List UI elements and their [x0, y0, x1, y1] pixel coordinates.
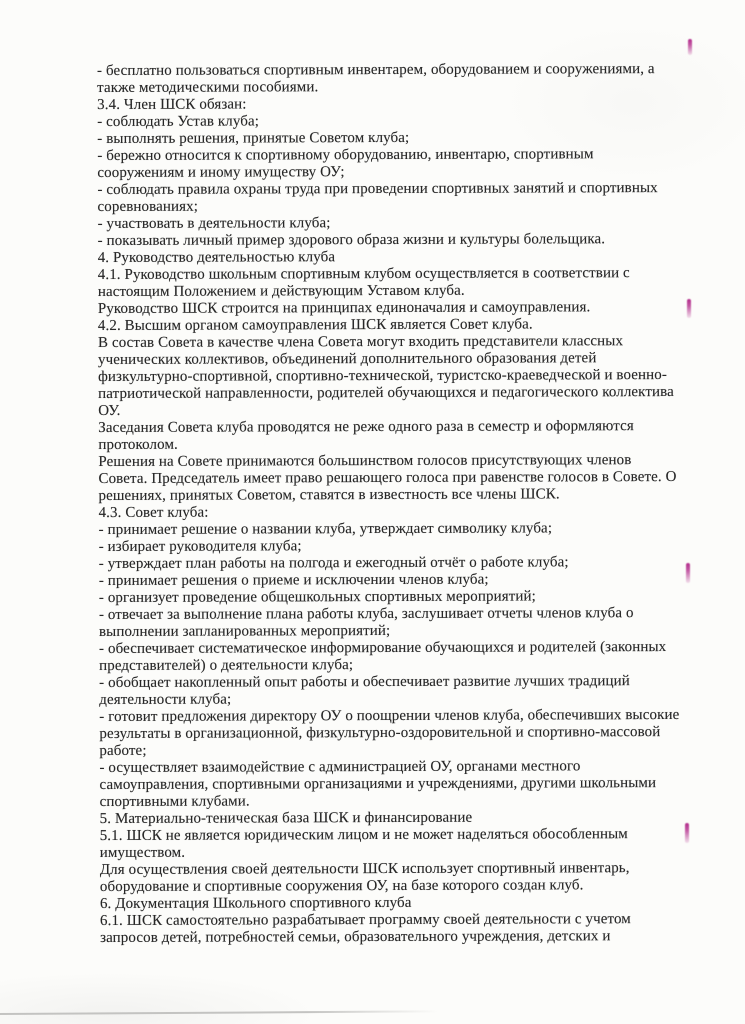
- text-line: - принимает решения о приеме и исключении членов клуба;: [98, 571, 489, 589]
- text-line: Заседания Совета клуба проводятся не реже одного раза в семестр и оформляются: [98, 418, 634, 436]
- text-line: ОУ.: [98, 402, 121, 419]
- scan-edge-line: [0, 1010, 438, 1015]
- text-line: - участвовать в деятельности клуба;: [97, 215, 331, 232]
- ink-bleed-mark: [688, 39, 692, 55]
- text-line: запросов детей, потребностей семьи, образовательного учреждения, детских и: [100, 928, 611, 946]
- text-line: - бережно относится к спортивному оборудованию, инвентарю, спортивным: [97, 146, 594, 164]
- text-line: 6.1. ШСК самостоятельно разрабатывает программу своей деятельности с учетом: [99, 911, 631, 929]
- ink-bleed-mark: [685, 823, 689, 843]
- text-line: Для осуществления своей деятельности ШСК использует спортивный инвентарь,: [99, 860, 630, 878]
- ink-bleed-mark: [687, 299, 691, 318]
- text-line: Решения на Совете принимаются большинством голосов присутствующих членов: [98, 452, 632, 470]
- text-line: - соблюдать правила охраны труда при проведении спортивных занятий и спортивных: [97, 180, 658, 198]
- text-line: протоколом.: [98, 436, 178, 453]
- text-line: настоящим Положением и действующим Уставом клуба.: [97, 282, 465, 300]
- text-line: патриотической направленности, родителей обучающихся и педагогического коллектива: [98, 383, 674, 402]
- text-line: имуществом.: [99, 844, 186, 861]
- text-line: - избирает руководителя клуба;: [98, 538, 302, 555]
- text-line: выполнении запланированных мероприятий;: [98, 622, 391, 640]
- text-line: - готовит предложения директору ОУ о поощрении членов клуба, обеспечивших высокие: [99, 706, 680, 725]
- text-line: спортивными клубами.: [99, 793, 250, 810]
- text-line: - обобщает накопленный опыт работы и обеспечивает развитие лучших традиций: [99, 673, 630, 691]
- text-line: - организует проведение общешкольных спортивных мероприятий;: [98, 588, 536, 606]
- text-line: - выполнять решения, принятые Советом клуба;: [97, 129, 410, 147]
- text-line: самоуправления, спортивными организациями и учреждениями, другими школьными: [99, 775, 657, 793]
- text-line: - соблюдать Устав клуба;: [97, 113, 260, 130]
- text-line: работе;: [99, 742, 147, 759]
- text-line: - бесплатно пользоваться спортивным инвентарем, оборудованием и сооружениями, а: [97, 61, 655, 79]
- text-line: - отвечает за выполнение плана работы клуба, заслушивает отчеты членов клуба о: [98, 605, 634, 623]
- text-line: - утверждает план работы на полгода и ежегодный отчёт о работе клуба;: [98, 554, 569, 572]
- text-line: 4.1. Руководство школьным спортивным клубом осуществляется в соответствии с: [97, 265, 630, 283]
- text-line: Руководство ШСК строится на принципах единоначалия и самоуправления.: [97, 299, 591, 317]
- text-line: - осуществляет взаимодействие с администрацией ОУ, органами местного: [99, 758, 581, 776]
- text-line: 5. Материально-теническая база ШСК и финансирование: [99, 809, 473, 827]
- text-line: соревнованиях;: [97, 198, 199, 215]
- text-line: результаты в организационной, физкультурно-оздоровительной и спортивно-массовой: [99, 724, 661, 742]
- text-line: решениях, принятых Советом, ставятся в известность все члены ШСК.: [98, 486, 560, 504]
- text-line: также методическими пособиями.: [97, 79, 319, 96]
- text-line: 4.3. Совет клуба:: [98, 504, 209, 521]
- ink-bleed-mark: [686, 563, 690, 583]
- text-line: физкультурно-спортивной, спортивно-технической, туристско-краеведческой и военно-: [98, 367, 668, 385]
- document-text-block: [97, 61, 700, 947]
- text-line: представителей) о деятельности клуба;: [99, 657, 354, 674]
- text-line: В состав Совета в качестве члена Совета могут входить представители классных: [97, 333, 624, 351]
- text-line: ученических коллективов, объединений дополнительного образования детей: [98, 350, 597, 368]
- text-line: 4. Руководство деятельностью клуба: [97, 249, 336, 266]
- text-line: оборудование и спортивные сооружения ОУ, на базе которого создан клуб.: [99, 877, 584, 895]
- text-line: 5.1. ШСК не является юридическим лицом и не может наделяться обособленным: [99, 826, 628, 844]
- text-line: - обеспечивает систематическое информирование обучающихся и родителей (законных: [99, 639, 667, 657]
- text-line: - показывать личный пример здорового образа жизни и культуры болельщика.: [97, 231, 606, 249]
- text-line: 3.4. Член ШСК обязан:: [97, 96, 247, 113]
- text-line: 4.2. Высшим органом самоуправления ШСК является Совет клуба.: [97, 316, 533, 334]
- text-line: сооружениям и иному имуществу ОУ;: [97, 164, 345, 181]
- text-line: - принимает решение о названии клуба, утверждает символику клуба;: [98, 520, 553, 538]
- text-line: деятельности клуба;: [99, 691, 232, 708]
- text-line: 6. Документация Школьного спортивного клуба: [99, 894, 412, 912]
- text-line: Совета. Председатель имеет право решающего голоса при равенстве голосов в Совете. О: [98, 468, 677, 487]
